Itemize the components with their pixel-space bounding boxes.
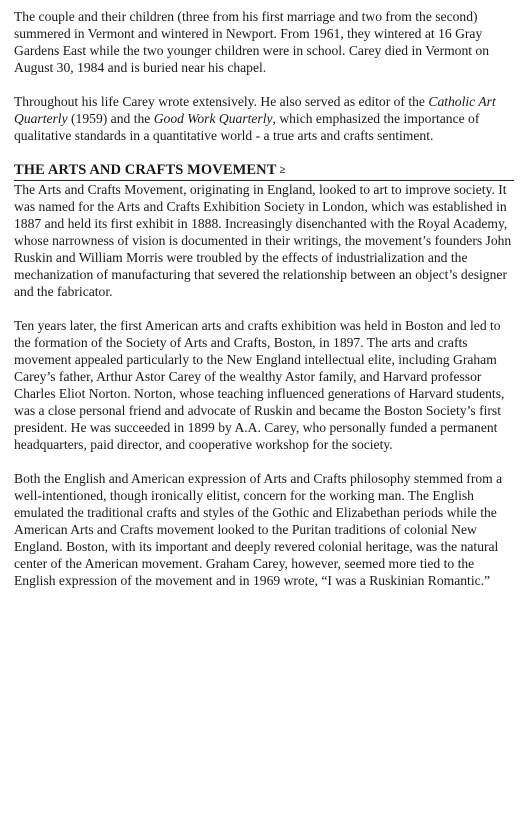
section-paragraph-1: The Arts and Crafts Movement, originating in England, looked to art to improve society. It was named for the Arts and Crafts Exhibition Society in London, which was established in 1887 and held its first exhibit in 1888. Increasingly disenchanted with the Royal Academy, whose narrowness of vision is documented in their writings, the movement’s founders John Ruskin and William Morris were troubled by the effects of industrialization and the mechanization of manufacturing that severed the relationship between an object’s designer and the fabricator.: [14, 182, 512, 299]
document-page: [14, 8, 514, 589]
section-body: [14, 181, 514, 589]
good-work-quarterly-title: Good Work Quarterly: [153, 111, 273, 126]
catholic-art-quarterly-title: Catholic Art Quarterly: [14, 94, 496, 126]
intro-paragraph-2-text-a: Throughout his life Carey wrote extensively. He also served as editor of the: [14, 94, 429, 109]
intro-paragraph-2-text-c: (1959) and the: [67, 111, 154, 126]
section-heading-text: THE ARTS AND CRAFTS MOVEMENT: [14, 162, 277, 178]
section-paragraph-3: Both the English and American expression of Arts and Crafts philosophy stemmed from a well-intentioned, though ironically elitist, concern for the working man. The English emulated the traditional crafts and styles of the Gothic and Elizabethan periods while the American Arts and Crafts movement looked to the Puritan traditions of colonial New England. Boston, with its important and deeply revered colonial heritage, was the natural center of the American movement. Graham Carey, however, seemed more tied to the English expression of the movement and in 1969 wrote, “I was a Ruskinian Romantic.”: [14, 471, 503, 588]
intro-paragraph-1: The couple and their children (three from his first marriage and two from the second) summered in Vermont and wintered in Newport. From 1961, they wintered at 16 Gray Gardens East while the two younger children were in school. Carey died in Vermont on August 30, 1984 and is buried near his chapel.: [14, 9, 490, 75]
heading-ornament-icon: ≥: [279, 164, 286, 176]
section-heading: [14, 161, 514, 181]
intro-paragraph-2-text-e: , which emphasized the importance of qualitative standards in a quantitative world - a true arts and crafts sentiment.: [14, 111, 480, 143]
section-paragraph-2: Ten years later, the first American arts and crafts exhibition was held in Boston and led to the formation of the Society of Arts and Crafts, Boston, in 1897. The arts and crafts movement appealed particularly to the New England intellectual elite, including Graham Carey’s father, Arthur Astor Carey of the wealthy Astor family, and Harvard professor Charles Eliot Norton. Norton, whose teaching influenced generations of Harvard students, was a close personal friend and advocate of Ruskin and became the Boston Society’s first president. He was succeeded in 1899 by A.A. Carey, who personally funded a permanent headquarters, paid director, and cooperative workshop for the society.: [14, 318, 505, 452]
intro-paragraph-2: [14, 93, 514, 144]
